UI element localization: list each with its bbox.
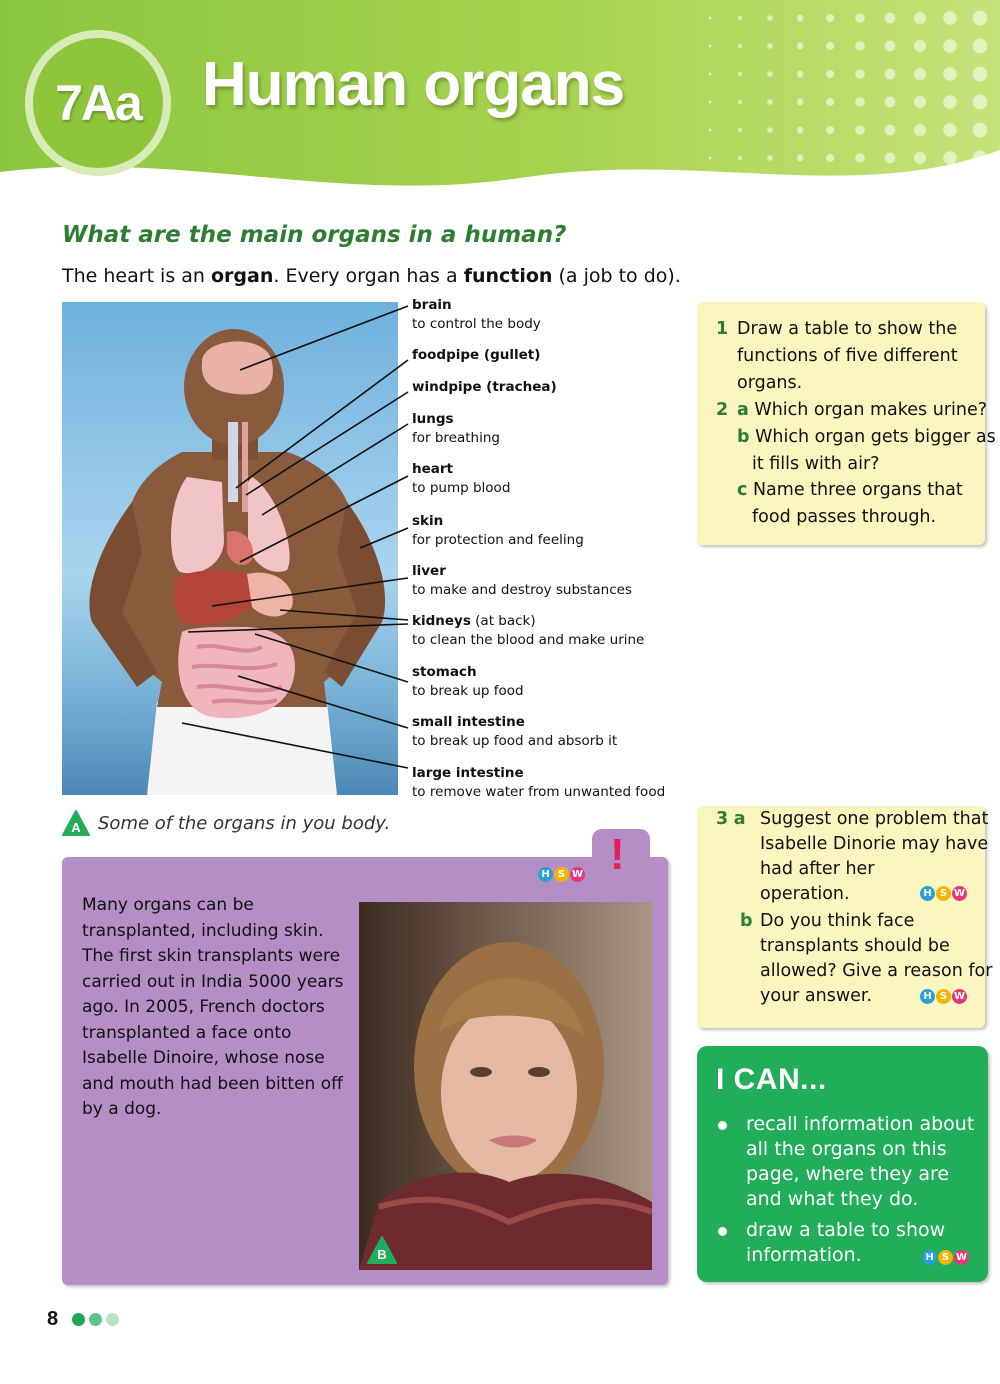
portrait-svg (359, 902, 652, 1270)
hsw-h-icon: H (538, 867, 553, 882)
question-line: functions of five different (737, 346, 958, 366)
question-line: Which organ gets bigger as (755, 427, 996, 447)
organ-function: to break up food (412, 683, 524, 699)
hsw-w-icon: W (571, 869, 584, 880)
organ-label-small-intestine (412, 713, 617, 751)
organ-name: foodpipe (gullet) (412, 347, 541, 363)
question-line: had after her (760, 859, 875, 879)
hsw-badge-3a (920, 886, 967, 901)
figure-a-letter: A (71, 820, 81, 835)
i-can-line: information. (746, 1244, 862, 1266)
i-can-title: I CAN... (716, 1063, 827, 1096)
question-2a (737, 397, 987, 424)
organ-function: to break up food and absorb it (412, 733, 618, 749)
question-3b (740, 909, 753, 934)
story-line: The first skin transplants were (82, 946, 341, 966)
question-line: your answer. (760, 986, 873, 1006)
organ-function: for breathing (412, 430, 500, 446)
story-line: transplanted, including skin. (82, 920, 324, 941)
page-dot-icon (106, 1313, 119, 1326)
hsw-h-icon: H (920, 989, 935, 1004)
organ-note: (at back) (470, 613, 536, 629)
bullet-icon (718, 1121, 727, 1130)
page-title: Human organs (202, 50, 625, 119)
question-line: Suggest one problem that (760, 809, 989, 829)
figure-a-caption-text: Some of the organs in you body. (98, 812, 391, 834)
organ-name: small intestine (412, 714, 525, 730)
organ-name: liver (412, 563, 446, 579)
hsw-h-icon: H (922, 1250, 937, 1265)
hsw-w-icon: W (955, 1252, 968, 1263)
question-line: organs. (737, 373, 803, 393)
question-number: 2 (716, 400, 729, 420)
organ-name: stomach (412, 664, 477, 680)
question-2 (716, 397, 728, 424)
figure-a-caption (62, 810, 390, 836)
section-question: What are the main organs in a human? (62, 222, 567, 248)
story-line: Many organs can be (82, 895, 254, 915)
unit-code: 7Aa (55, 75, 141, 131)
hsw-badge-ican (922, 1250, 969, 1265)
organ-name: heart (412, 461, 453, 477)
organ-label-lungs (412, 410, 500, 448)
hsw-s-icon: S (936, 886, 951, 901)
hsw-w-icon: W (953, 991, 966, 1002)
hsw-badge-3b (920, 989, 967, 1004)
keyword-function: function (463, 265, 553, 287)
portrait-photo (359, 902, 652, 1270)
organ-label-large-intestine (412, 764, 665, 802)
page-dot-icon (89, 1313, 102, 1326)
organ-label-heart (412, 460, 510, 498)
i-can-line: page, where they are (746, 1163, 950, 1185)
story-line: Isabelle Dinoire, whose nose (82, 1048, 325, 1068)
organ-name: windpipe (trachea) (412, 379, 557, 395)
question-line: it fills with air? (752, 454, 880, 474)
figure-b-marker-icon (367, 1236, 397, 1264)
organ-label-windpipe (412, 378, 557, 397)
hsw-s-icon: S (936, 989, 951, 1004)
story-line: transplanted a face onto (82, 1022, 292, 1043)
figure-b-letter: B (377, 1247, 387, 1262)
page-dot-icon (72, 1313, 85, 1326)
question-letter: a (737, 400, 749, 420)
organ-name: lungs (412, 411, 454, 427)
organ-label-liver (412, 562, 632, 600)
question-letter: b (740, 911, 753, 931)
question-line: Name three organs that (752, 480, 963, 500)
organ-name: large intestine (412, 765, 524, 781)
story-line: by a dog. (82, 1099, 162, 1119)
i-can-line: draw a table to show (746, 1219, 946, 1241)
question-2c (737, 477, 963, 504)
i-can-line: all the organs on this (746, 1138, 947, 1160)
story-line: and mouth had been bitten off (82, 1073, 343, 1094)
exclamation-icon: ! (610, 830, 625, 879)
i-can-line: recall information about (746, 1113, 975, 1135)
question-letter: b (737, 427, 750, 447)
question-line: Do you think face (760, 911, 915, 931)
question-2b (737, 424, 996, 451)
hsw-s-icon: S (554, 867, 569, 882)
question-3 (716, 807, 746, 832)
organ-name: brain (412, 297, 452, 313)
organ-function: to control the body (412, 316, 541, 332)
organ-label-brain (412, 296, 541, 334)
organ-name: kidneys (412, 613, 471, 629)
organ-function: to remove water from unwanted food (412, 784, 666, 800)
question-1 (716, 316, 728, 343)
hsw-badge-story (538, 867, 585, 882)
question-line: Isabelle Dinorie may have (760, 834, 989, 854)
question-line: transplants should be (760, 936, 950, 956)
question-line: allowed? Give a reason for (760, 961, 993, 981)
story-line: ago. In 2005, French doctors (82, 997, 325, 1017)
organ-label-skin (412, 512, 584, 550)
question-1-text (737, 316, 958, 397)
organ-name: skin (412, 513, 444, 529)
organ-function: for protection and feeling (412, 532, 584, 548)
bullet-icon (718, 1227, 727, 1236)
question-number: 3 (716, 809, 729, 829)
question-number: 1 (716, 319, 729, 339)
story-text (82, 893, 352, 1123)
intro-part: . Every organ has a (273, 265, 464, 287)
question-line: food passes through. (752, 507, 937, 527)
question-line: operation. (760, 884, 850, 904)
i-can-line: and what they do. (746, 1188, 919, 1210)
question-letter: a (733, 809, 746, 829)
i-can-item-1 (746, 1112, 976, 1212)
page-dots (72, 1313, 119, 1326)
page-number: 8 (47, 1308, 59, 1330)
hsw-h-icon: H (920, 886, 935, 901)
organ-label-foodpipe (412, 346, 540, 365)
organ-label-stomach (412, 663, 524, 701)
organ-function: to make and destroy substances (412, 582, 632, 598)
keyword-organ: organ (211, 265, 274, 287)
question-line: Draw a table to show the (737, 319, 958, 339)
organ-label-kidneys (412, 612, 644, 650)
intro-part: (a job to do). (552, 265, 681, 287)
hsw-s-icon: S (938, 1250, 953, 1265)
organ-function: to clean the blood and make urine (412, 632, 645, 648)
question-line: Which organ makes urine? (754, 400, 988, 420)
question-letter: c (737, 480, 748, 500)
hsw-w-icon: W (953, 888, 966, 899)
story-line: carried out in India 5000 years (82, 971, 344, 992)
intro-part: The heart is an (62, 265, 211, 287)
figure-a-marker-icon (62, 810, 90, 836)
organ-function: to pump blood (412, 480, 511, 496)
